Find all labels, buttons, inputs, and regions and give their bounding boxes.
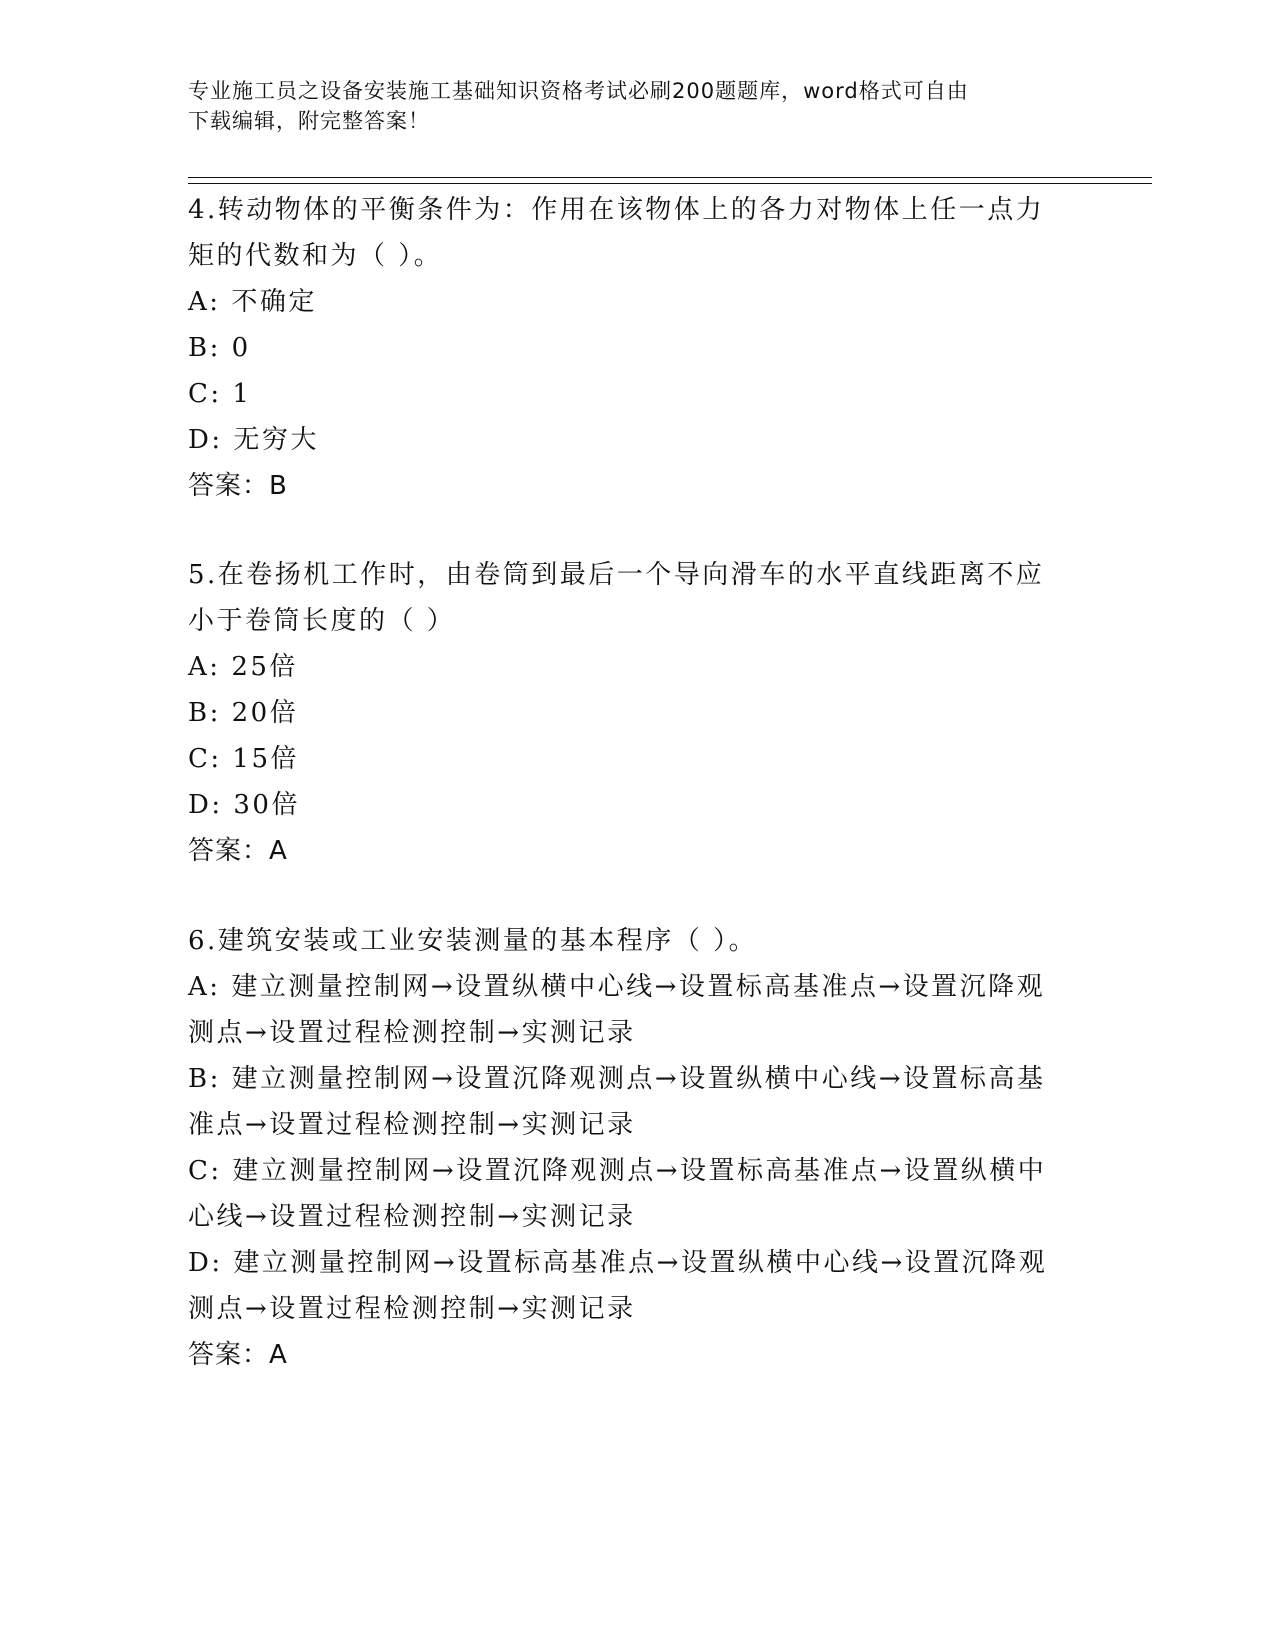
header-divider-top [188, 177, 1152, 178]
option-line [188, 1148, 1088, 1194]
header-line-1: 专业施工员之设备安装施工基础知识资格考试必刷200题题库，word格式可自由 [188, 79, 969, 103]
option-c [188, 1148, 1088, 1240]
option-label: B: [188, 698, 221, 728]
option-d [188, 782, 1088, 828]
option-text: 建立测量控制网→设置纵横中心线→设置标高基准点→设置沉降观 [231, 972, 1046, 1002]
header-line-2: 下载编辑，附完整答案！ [188, 109, 430, 133]
option-a [188, 279, 1088, 325]
option-label: B: [188, 333, 221, 363]
option-b [188, 325, 1088, 371]
option-label: D: [188, 790, 223, 820]
option-b [188, 690, 1088, 736]
option-text: 0 [231, 333, 251, 363]
option-label: B: [188, 1064, 221, 1094]
document-header [188, 76, 1068, 136]
question-6 [188, 918, 1088, 1378]
option-text: 不确定 [231, 287, 317, 317]
option-label: C: [188, 1156, 222, 1186]
option-line-continued: 准点→设置过程检测控制→实测记录 [188, 1110, 636, 1140]
option-text: 20倍 [231, 698, 299, 728]
option-a [188, 964, 1088, 1056]
option-text: 30倍 [233, 790, 300, 820]
option-line [188, 964, 1088, 1010]
option-line-continued: 测点→设置过程检测控制→实测记录 [188, 1018, 636, 1048]
option-label: C: [188, 744, 222, 774]
answer-line: 答案：A [188, 836, 288, 866]
question-stem-line: 5.在卷扬机工作时，由卷筒到最后一个导向滑车的水平直线距离不应 [188, 560, 1045, 590]
answer-line: 答案：A [188, 1340, 288, 1370]
option-label: D: [188, 425, 223, 455]
option-d [188, 417, 1088, 463]
option-a [188, 644, 1088, 690]
question-5 [188, 552, 1088, 874]
option-label: A: [188, 652, 221, 682]
option-line-continued: 测点→设置过程检测控制→实测记录 [188, 1294, 636, 1324]
option-b [188, 1056, 1088, 1148]
question-stem-line: 4.转动物体的平衡条件为：作用在该物体上的各力对物体上任一点力 [188, 195, 1045, 225]
question-stem-line: 6.建筑安装或工业安装测量的基本程序（ ）。 [188, 926, 758, 956]
answer-line: 答案：B [188, 471, 288, 501]
option-text: 15倍 [232, 744, 300, 774]
option-label: D: [188, 1248, 223, 1278]
header-divider-bottom [188, 183, 1152, 184]
option-label: A: [188, 287, 221, 317]
option-text: 建立测量控制网→设置标高基准点→设置纵横中心线→设置沉降观 [233, 1248, 1048, 1278]
option-line-continued: 心线→设置过程检测控制→实测记录 [188, 1202, 636, 1232]
option-text: 建立测量控制网→设置沉降观测点→设置纵横中心线→设置标高基 [231, 1064, 1046, 1094]
option-text: 无穷大 [233, 425, 319, 455]
option-line [188, 1240, 1088, 1286]
option-d [188, 1240, 1088, 1332]
question-4 [188, 187, 1088, 509]
option-text: 建立测量控制网→设置沉降观测点→设置标高基准点→设置纵横中 [232, 1156, 1047, 1186]
option-text: 1 [232, 379, 252, 409]
option-c [188, 736, 1088, 782]
option-label: C: [188, 379, 222, 409]
option-line [188, 1056, 1088, 1102]
option-label: A: [188, 972, 221, 1002]
option-c [188, 371, 1088, 417]
question-stem-line: 矩的代数和为（ ）。 [188, 241, 443, 271]
question-stem-line: 小于卷筒长度的（ ） [188, 606, 456, 636]
option-text: 25倍 [231, 652, 298, 682]
